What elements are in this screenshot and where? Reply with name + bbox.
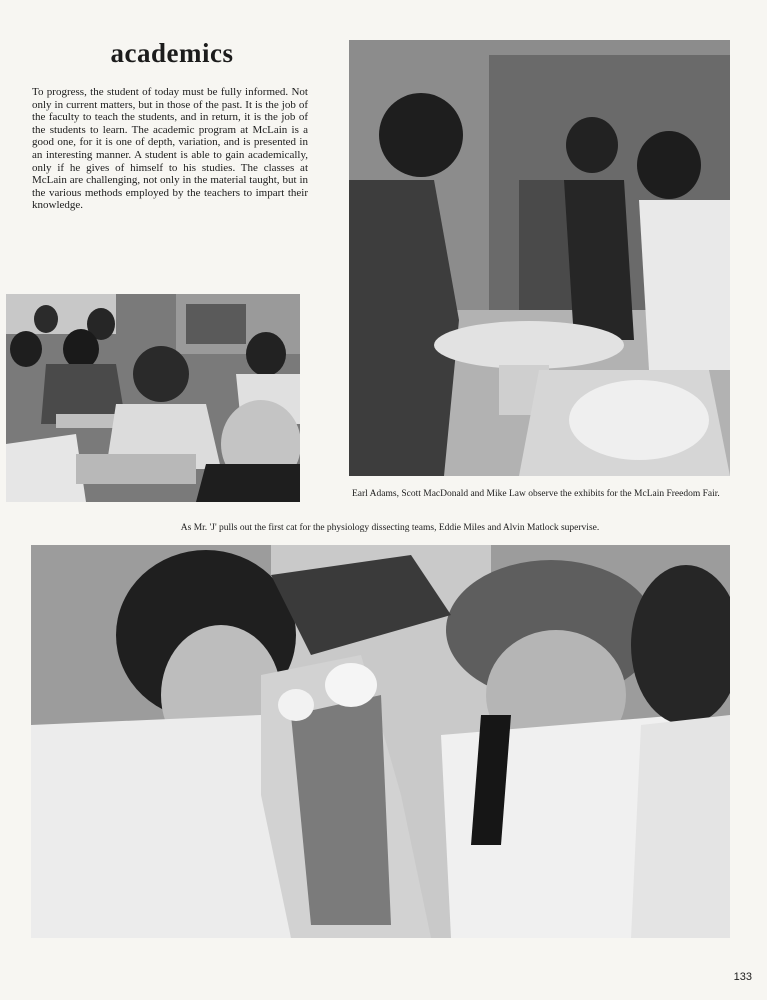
body-text: To progress, the student of today must be fully informed. Not only in current matters, but in those of the past. It is the job of the faculty to teach the students, and in return, it is the job of the students to learn. The academic program at McLain is a good one, for it is one of depth, variation, and is presented in an interesting manner. A student is able to gain academically, only if he gives of himself to his studies. The classes at McLain are challenging, not only in the material taught, but in the various methods employed by the teachers to impart their knowledge. [32, 86, 308, 212]
page-heading: academics [110, 38, 234, 68]
classroom-photo [6, 294, 300, 502]
page-number: 133 [733, 971, 752, 983]
physiology-lab-photo [31, 545, 730, 938]
freedom-fair-caption: Earl Adams, Scott MacDonald and Mike Law observe the exhibits for the McLain Freedom Fair. [352, 489, 720, 499]
freedom-fair-photo [349, 40, 730, 476]
dissection-caption: As Mr. 'J' pulls out the first cat for the physiology dissecting teams, Eddie Miles and Alvin Matlock supervise. [180, 523, 600, 533]
